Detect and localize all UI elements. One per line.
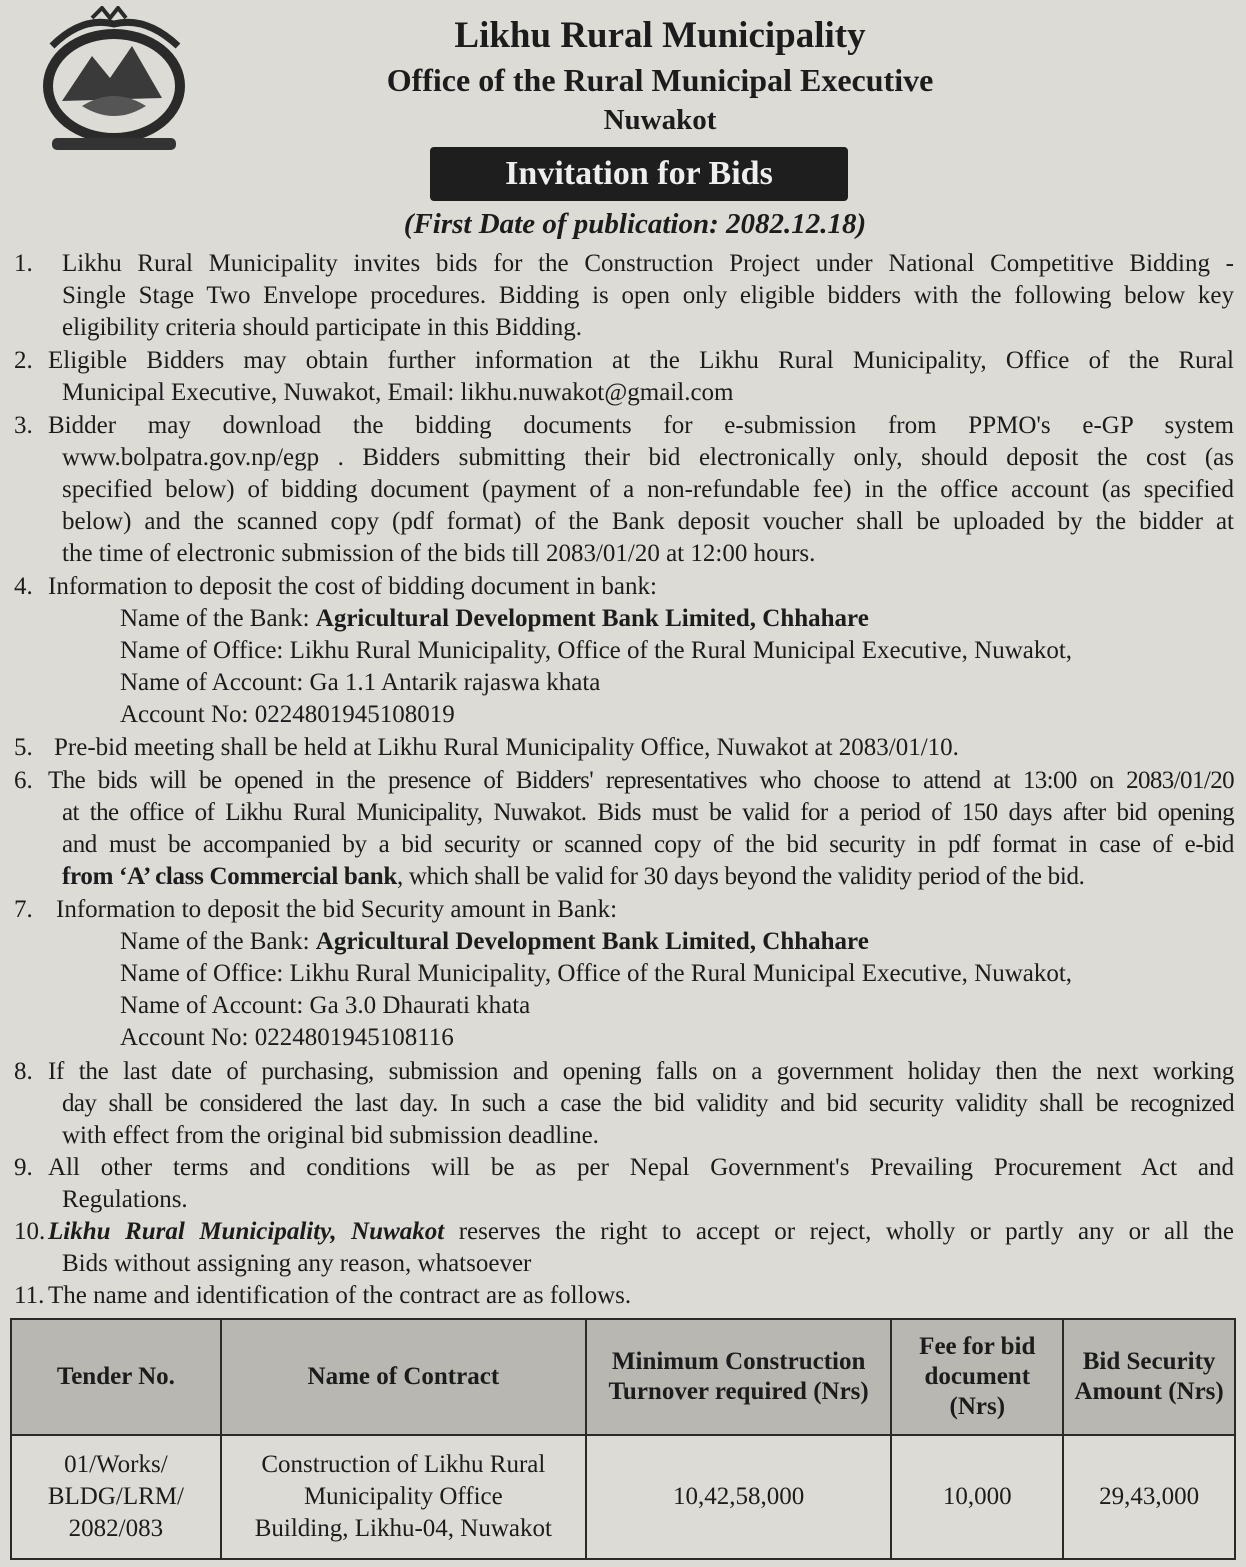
item-1-line-1: Likhu Rural Municipality invites bids for the Construction Project under National Competitive Bidding - xyxy=(62,250,1234,277)
item-10-municipality: Likhu Rural Municipality, Nuwakot xyxy=(48,1218,445,1245)
item-7-bank xyxy=(120,926,1220,958)
item-9-number: 9. xyxy=(14,1154,33,1181)
notice-title: Invitation for Bids xyxy=(430,147,848,201)
tender-no-line-3: 2082/083 xyxy=(68,1515,164,1542)
item-8-line-1: If the last date of purchasing, submission and opening falls on a government holiday then the next working xyxy=(48,1058,1234,1085)
item-8-line-3: with effect from the original bid submission deadline. xyxy=(62,1122,599,1149)
item-6-line-1: The bids will be opened in the presence of Bidders' representatives who choose to attend at 13:00 on 2083/01/20 xyxy=(48,767,1234,794)
item-11-line-1: The name and identification of the contract are as follows. xyxy=(48,1282,632,1309)
publication-date: (First Date of publication: 2082.12.18) xyxy=(403,208,867,240)
item-7-bank-name: Agricultural Development Bank Limited, Chhahare xyxy=(315,928,869,955)
tender-no-line-2: BLDG/LRM/ xyxy=(47,1483,184,1510)
item-4-bank-name: Agricultural Development Bank Limited, Chhahare xyxy=(315,605,869,632)
item-9-line-2: Regulations. xyxy=(62,1186,188,1213)
item-2-number: 2. xyxy=(14,347,33,374)
office-name: Office of the Rural Municipal Executive xyxy=(386,62,934,98)
contract-name-line-2: Municipality Office xyxy=(303,1483,503,1510)
item-10-number: 10. xyxy=(14,1218,46,1245)
item-2-line-1: Eligible Bidders may obtain further information at the Likhu Rural Municipality, Office of the Rural xyxy=(48,347,1234,374)
contract-table xyxy=(10,1318,1236,1560)
cell-bid-fee: 10,000 xyxy=(891,1435,1063,1559)
tender-no-line-1: 01/Works/ xyxy=(64,1451,168,1478)
header-tender-no: Tender No. xyxy=(11,1319,221,1435)
header-name-of-contract: Name of Contract xyxy=(221,1319,586,1435)
item-1-line-2: Single Stage Two Envelope procedures. Bidding is open only eligible bidders with the following below key xyxy=(62,282,1234,309)
item-10-line-2: Bids without assigning any reason, whatsoever xyxy=(62,1250,532,1277)
item-7-account-no: Account No: 0224801945108116 xyxy=(120,1024,454,1051)
item-8-line-2: day shall be considered the last day. In such a case the bid validity and bid security validity shall be recognized xyxy=(62,1090,1234,1117)
item-4-account: Name of Account: Ga 1.1 Antarik rajaswa khata xyxy=(120,669,601,696)
item-3-line-2: www.bolpatra.gov.np/egp . Bidders submitting their bid electronically only, should deposit the cost (as xyxy=(62,444,1234,471)
header-bid-fee: Fee for bid document (Nrs) xyxy=(891,1319,1063,1435)
cell-min-turnover: 10,42,58,000 xyxy=(586,1435,891,1559)
item-6-number: 6. xyxy=(14,767,33,794)
item-7-office: Name of Office: Likhu Rural Municipality, Office of the Rural Municipal Executive, Nuwakot, xyxy=(120,960,1073,987)
item-1-line-3: eligibility criteria should participate in this Bidding. xyxy=(62,314,583,341)
item-8-number: 8. xyxy=(14,1058,33,1085)
item-6-line-2: at the office of Likhu Rural Municipality, Nuwakot. Bids must be valid for a period of 150 days after bid opening xyxy=(62,799,1234,826)
contract-name-line-1: Construction of Likhu Rural xyxy=(261,1451,546,1478)
item-4-line-1: Information to deposit the cost of bidding document in bank: xyxy=(48,573,657,600)
item-2-line-2: Municipal Executive, Nuwakot, Email: likhu.nuwakot@gmail.com xyxy=(62,379,734,406)
table-header-row xyxy=(11,1319,1235,1435)
item-1-number: 1. xyxy=(14,250,33,277)
item-4-office: Name of Office: Likhu Rural Municipality, Office of the Rural Municipal Executive, Nuwakot, xyxy=(120,637,1073,664)
item-6-line-4 xyxy=(62,861,1234,893)
item-11-number: 11. xyxy=(14,1282,45,1309)
cell-bid-security: 29,43,000 xyxy=(1063,1435,1235,1559)
item-7-number: 7. xyxy=(14,896,33,923)
item-3-line-5: the time of electronic submission of the bids till 2083/01/20 at 12:00 hours. xyxy=(62,540,816,567)
government-emblem-icon xyxy=(22,6,204,156)
item-3-line-4: below) and the scanned copy (pdf format) of the Bank deposit voucher shall be uploaded by the bidder at xyxy=(62,508,1234,535)
item-5-line-1: Pre-bid meeting shall be held at Likhu Rural Municipality Office, Nuwakot at 2083/01/10. xyxy=(54,734,959,761)
item-6-line-4-rest: , which shall be valid for 30 days beyond the validity period of the bid. xyxy=(396,863,1085,890)
cell-contract-name xyxy=(221,1435,586,1559)
contract-name-line-3: Building, Likhu-04, Nuwakot xyxy=(254,1515,552,1542)
item-10-line-1-rest: reserves the right to accept or reject, wholly or partly any or all the xyxy=(444,1218,1234,1245)
item-7-bank-label: Name of the Bank: xyxy=(120,928,316,955)
header-min-turnover: Minimum Construction Turnover required (Nrs) xyxy=(586,1319,891,1435)
item-3-line-1: Bidder may download the bidding documents for e-submission from PPMO's e-GP system xyxy=(48,412,1234,439)
item-4-account-no: Account No: 0224801945108019 xyxy=(120,701,455,728)
item-10-line-1 xyxy=(48,1216,1234,1248)
item-4-bank xyxy=(120,603,1220,635)
header-bid-security: Bid Security Amount (Nrs) xyxy=(1063,1319,1235,1435)
item-7-account: Name of Account: Ga 3.0 Dhaurati khata xyxy=(120,992,531,1019)
item-7-line-1: Information to deposit the bid Security amount in Bank: xyxy=(56,896,618,923)
item-4-bank-label: Name of the Bank: xyxy=(120,605,316,632)
item-3-line-3: specified below) of bidding document (payment of a non-refundable fee) in the office account (as specified xyxy=(62,476,1234,503)
district-name: Nuwakot xyxy=(603,104,717,136)
item-6-bank-class: from ‘A’ class Commercial bank xyxy=(62,863,397,890)
item-5-number: 5. xyxy=(14,734,33,761)
item-3-number: 3. xyxy=(14,412,33,439)
item-4-number: 4. xyxy=(14,573,33,600)
cell-tender-no xyxy=(11,1435,221,1559)
item-6-line-3: and must be accompanied by a bid security or scanned copy of the bid security in pdf format in case of e-bid xyxy=(62,831,1234,858)
municipality-name: Likhu Rural Municipality xyxy=(454,15,866,56)
table-row xyxy=(11,1435,1235,1559)
item-9-line-1: All other terms and conditions will be as per Nepal Government's Prevailing Procurement Act and xyxy=(48,1154,1234,1181)
